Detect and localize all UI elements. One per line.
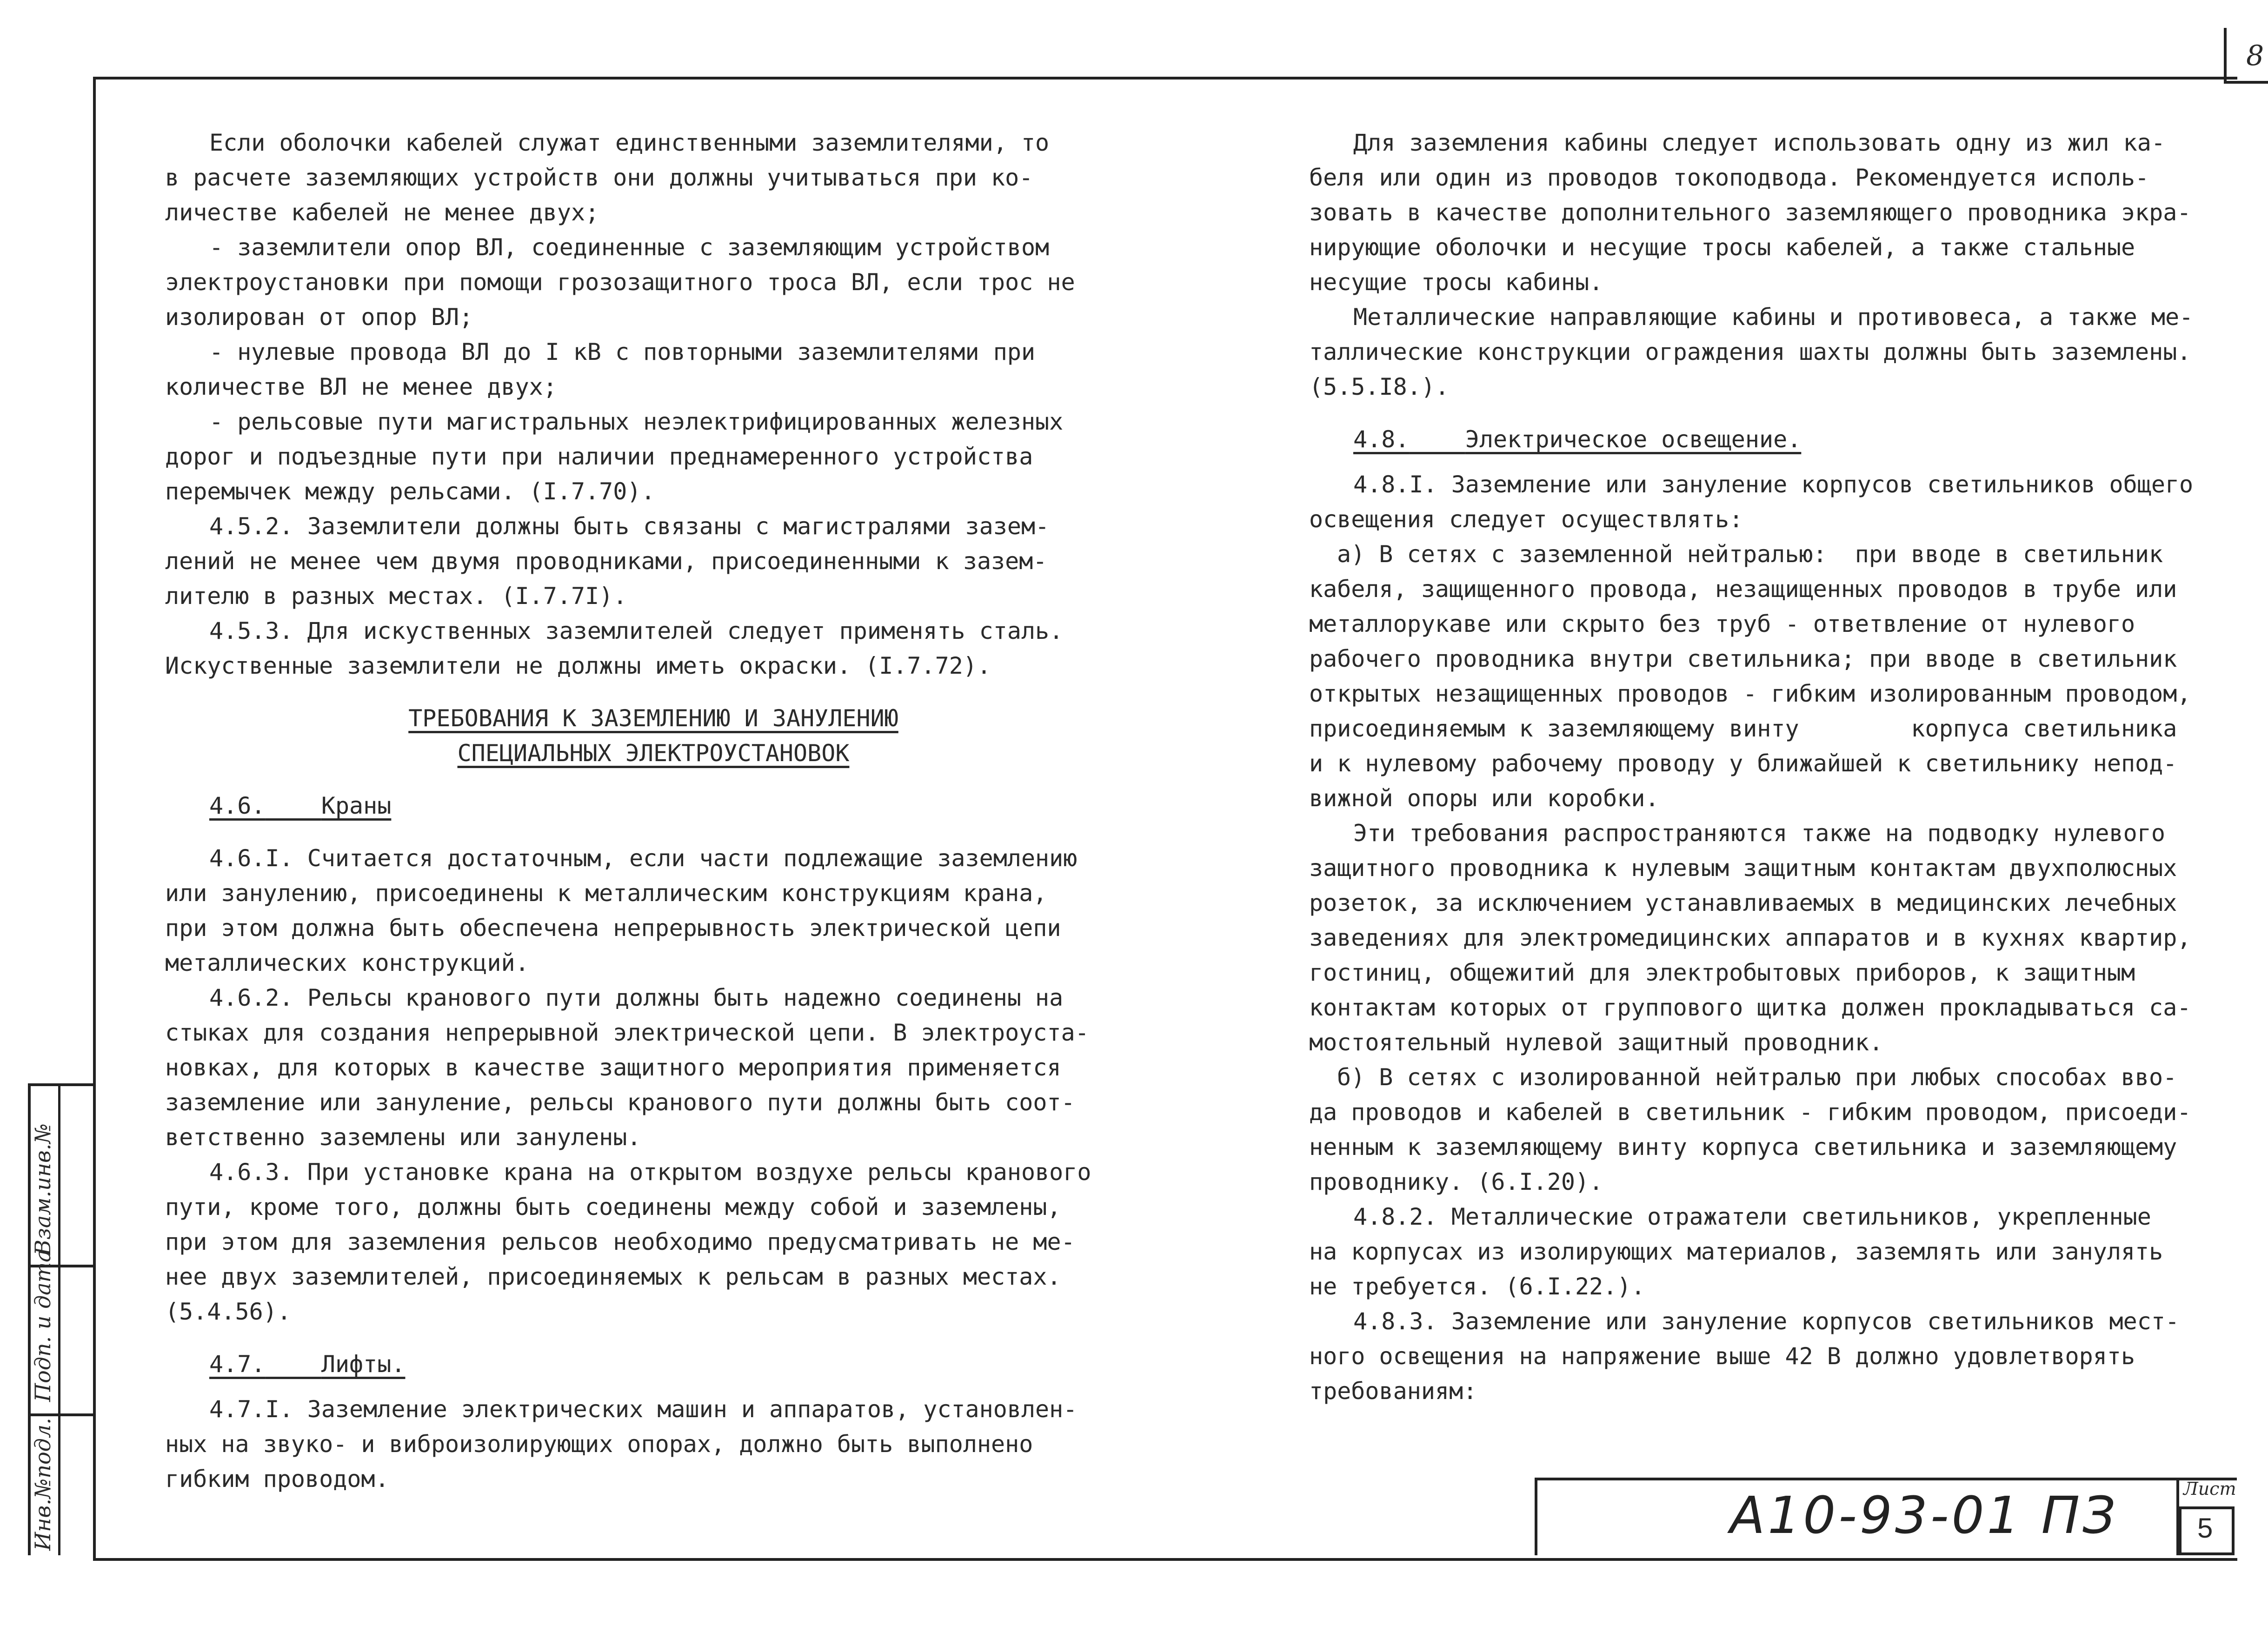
text-line: проводнику. (6.I.20). (1309, 1168, 1603, 1195)
text-line: - нулевые провода ВЛ до I кВ с повторными заземлителями при (209, 338, 1036, 365)
sheet-label: Лист (2183, 1479, 2236, 1499)
text-line: контактам которых от группового щитка должен прокладываться са- (1309, 994, 2191, 1021)
text-line: - заземлители опор ВЛ, соединенные с заземляющим устройством (209, 234, 1050, 261)
text-line: нирующие оболочки и несущие тросы кабелей, а также стальные (1309, 234, 2135, 261)
text-line: открытых незащищенных проводов - гибким изолированным проводом, (1309, 680, 2191, 707)
text-line: при этом для заземления рельсов необходимо предусматривать не ме- (165, 1228, 1075, 1255)
side-stamp-separator (28, 1413, 93, 1416)
left-p6 (165, 614, 1142, 683)
text-line: кабеля, защищенного провода, незащищенных проводов в трубе или (1309, 576, 2177, 603)
text-line: стыках для создания непрерывной электрической цепи. В электроуста- (165, 1019, 1089, 1046)
right-p481 (1309, 467, 2216, 537)
side-field-original-inventory: Инв.№подл. (30, 1418, 55, 1551)
text-line: ных на звуко- и виброизолирующих опорах, должно быть выполнено (165, 1431, 1033, 1458)
text-line: дорог и подъездные пути при наличии преднамеренного устройства (165, 443, 1033, 470)
corner-page-number: 8 (2246, 40, 2264, 72)
left-p2 (165, 230, 1142, 335)
text-line: беля или один из проводов токоподвода. Рекомендуется исполь- (1309, 164, 2149, 191)
text-line: (5.5.I8.). (1309, 373, 1450, 400)
text-line: количестве ВЛ не менее двух; (165, 373, 557, 400)
text-line: 4.8.3. Заземление или зануление корпусов светильников мест- (1353, 1308, 2180, 1335)
text-line: электроустановки при помощи грозозащитного троса ВЛ, если трос не (165, 269, 1075, 296)
text-line: ного освещения на напряжение выше 42 В должно удовлетворять (1309, 1343, 2135, 1370)
text-line: лителю в разных местах. (I.7.7I). (165, 583, 627, 610)
text-line: металлических конструкций. (165, 949, 529, 976)
left-p461 (165, 841, 1142, 981)
section-heading-line2: СПЕЦИАЛЬНЫХ ЭЛЕКТРОУСТАНОВОК (457, 740, 850, 767)
right-p481a (1309, 537, 2216, 816)
text-line: Если оболочки кабелей служат единственными заземлителями, то (209, 129, 1050, 156)
section-number: 4.8. (1353, 426, 1410, 453)
section-title: Краны (321, 792, 392, 819)
text-line: таллические конструкции ограждения шахты должны быть заземлены. (1309, 338, 2191, 365)
text-line: Для заземления кабины следует использовать одну из жил ка- (1353, 129, 2165, 156)
sheet-number: 5 (2197, 1512, 2213, 1544)
text-line: не требуется. (6.I.22.). (1309, 1273, 1645, 1300)
text-line: а) В сетях с заземленной нейтралью: при вводе в светильник (1337, 541, 2163, 568)
text-line: при этом должна быть обеспечена непрерывность электрической цепи (165, 915, 1061, 942)
section-number: 4.7. (209, 1351, 266, 1378)
text-line: (5.4.56). (165, 1298, 291, 1325)
text-line: ненным к заземляющему винту корпуса светильника и заземляющему (1309, 1134, 2177, 1161)
text-line: б) В сетях с изолированной нейтралью при любых способах вво- (1337, 1064, 2177, 1091)
text-line: лений не менее чем двумя проводниками, присоединенными к зазем- (165, 548, 1047, 575)
section-heading-line1: ТРЕБОВАНИЯ К ЗАЗЕМЛЕНИЮ И ЗАНУЛЕНИЮ (408, 705, 898, 732)
side-field-replacement-inventory: Взам.инв.№ (30, 1123, 55, 1255)
text-line: Эти требования распространяются также на подводку нулевого (1353, 820, 2165, 847)
text-line: - рельсовые пути магистральных неэлектрифицированных железных (209, 408, 1064, 435)
text-line: нее двух заземлителей, присоединяемых к рельсам в разных местах. (165, 1263, 1061, 1290)
right-p2 (1309, 300, 2216, 405)
text-line: гибким проводом. (165, 1466, 389, 1492)
text-line: на корпусах из изолирующих материалов, заземлять или занулять (1309, 1238, 2163, 1265)
right-p481c (1309, 1060, 2216, 1200)
section-title: Электрическое освещение. (1465, 426, 1802, 453)
text-line: вижной опоры или коробки. (1309, 785, 1659, 812)
text-line: рабочего проводника внутри светильника; при вводе в светильник (1309, 645, 2177, 672)
section-4-6-heading (165, 789, 1142, 823)
text-line: 4.8.I. Заземление или зануление корпусов светильников общего (1353, 471, 2194, 498)
text-line: пути, кроме того, должны быть соединены между собой и заземлены, (165, 1194, 1061, 1220)
text-line: требованиям: (1309, 1378, 1477, 1405)
text-line: или занулению, присоединены к металлическим конструкциям крана, (165, 880, 1047, 907)
text-line: ветственно заземлены или занулены. (165, 1124, 641, 1151)
text-line: изолирован от опор ВЛ; (165, 304, 473, 331)
text-line: перемычек между рельсами. (I.7.70). (165, 478, 655, 505)
text-line: заведениях для электромедицинских аппаратов и в кухнях квартир, (1309, 924, 2191, 951)
text-line: и к нулевому рабочему проводу у ближайшей к светильнику непод- (1309, 750, 2177, 777)
left-p463 (165, 1155, 1142, 1329)
text-line: освещения следует осуществлять: (1309, 506, 1743, 533)
text-line: новках, для которых в качестве защитного мероприятия применяется (165, 1054, 1061, 1081)
left-column (165, 126, 1142, 1497)
document-code: А10-93-01 ПЗ (1730, 1486, 2118, 1545)
text-line: гостиниц, общежитий для электробытовых приборов, к защитным (1309, 959, 2135, 986)
right-p483 (1309, 1304, 2216, 1409)
text-line: 4.6.2. Рельсы кранового пути должны быть надежно соединены на (209, 984, 1064, 1011)
right-p481b (1309, 816, 2216, 1060)
side-stamp-divider (58, 1083, 60, 1555)
side-field-signature-date: Подп. и дата (30, 1249, 55, 1402)
left-p4 (165, 405, 1142, 509)
text-line: Металлические направляющие кабины и противовеса, а также ме- (1353, 304, 2194, 331)
text-line: зовать в качестве дополнительного заземляющего проводника экра- (1309, 199, 2191, 226)
text-line: 4.5.2. Заземлители должны быть связаны с магистралями зазем- (209, 513, 1050, 540)
text-line: мостоятельный нулевой защитный проводник. (1309, 1029, 1883, 1056)
left-p5 (165, 509, 1142, 614)
text-line: 4.7.I. Заземление электрических машин и аппаратов, установлен- (209, 1396, 1077, 1423)
text-line: личестве кабелей не менее двух; (165, 199, 599, 226)
section-4-8-heading (1309, 422, 2216, 457)
text-line: Искуственные заземлители не должны иметь окраски. (I.7.72). (165, 652, 991, 679)
section-title: Лифты. (321, 1351, 406, 1378)
left-p3 (165, 335, 1142, 405)
right-p482 (1309, 1200, 2216, 1304)
text-line: защитного проводника к нулевым защитным контактам двухполюсных (1309, 855, 2177, 882)
text-line: да проводов и кабелей в светильник - гибким проводом, присоеди- (1309, 1099, 2191, 1126)
text-line: розеток, за исключением устанавливаемых в медицинских лечебных (1309, 889, 2177, 916)
left-p471 (165, 1392, 1142, 1497)
text-line: заземление или зануление, рельсы кранового пути должны быть соот- (165, 1089, 1075, 1116)
text-line: 4.5.3. Для искуственных заземлителей следует применять сталь. (209, 617, 1064, 644)
left-p462 (165, 981, 1142, 1155)
text-line: несущие тросы кабины. (1309, 269, 1603, 296)
text-line: присоединяемым к заземляющему винту корпуса светильника (1309, 715, 2177, 742)
left-p1 (165, 126, 1142, 230)
text-line: 4.6.3. При установке крана на открытом воздухе рельсы кранового (209, 1159, 1091, 1186)
right-column (1309, 126, 2216, 1409)
right-p1 (1309, 126, 2216, 300)
section-number: 4.6. (209, 792, 266, 819)
text-line: в расчете заземляющих устройств они должны учитываться при ко- (165, 164, 1033, 191)
text-line: 4.8.2. Металлические отражатели светильников, укрепленные (1353, 1203, 2151, 1230)
text-line: 4.6.I. Считается достаточным, если части подлежащие заземлению (209, 845, 1077, 872)
section-4-7-heading (165, 1347, 1142, 1382)
text-line: металлорукаве или скрыто без труб - ответвление от нулевого (1309, 610, 2135, 637)
